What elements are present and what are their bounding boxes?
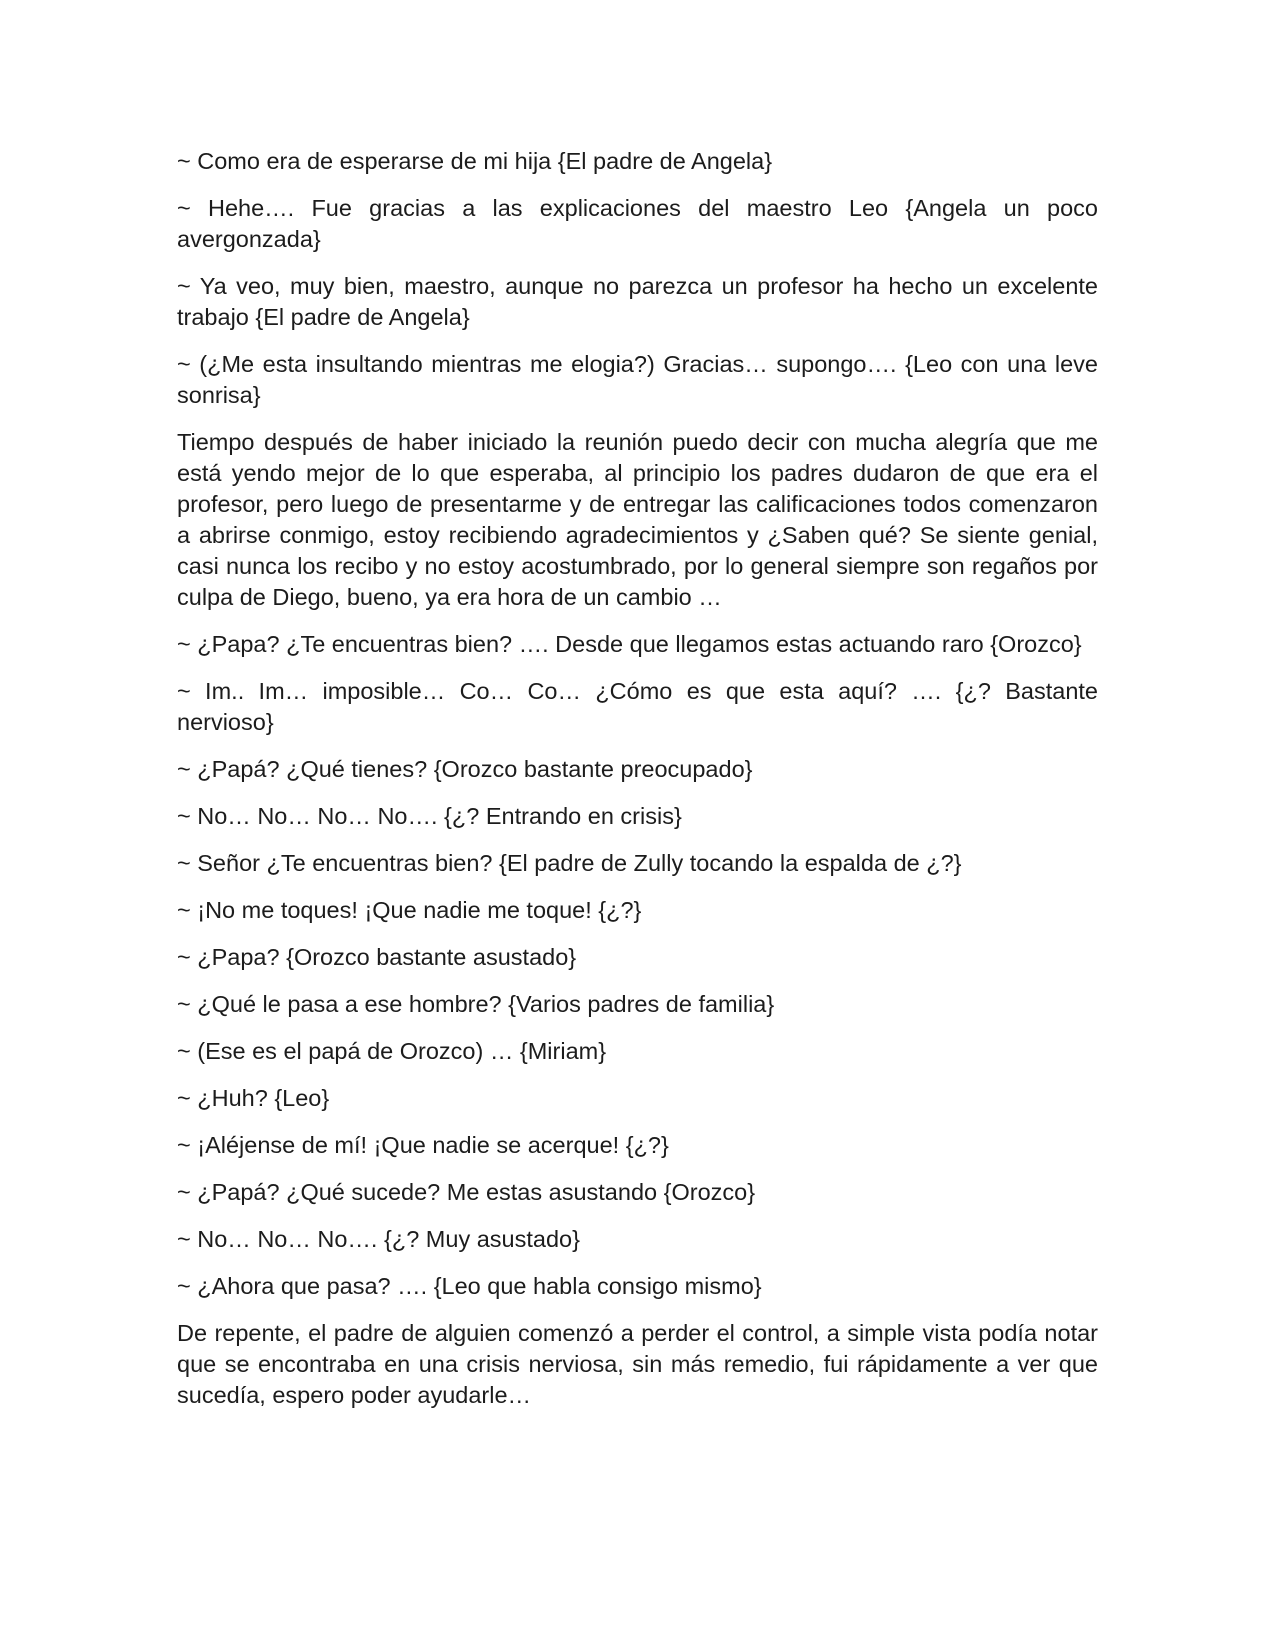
dialogue-line: ~ ¿Qué le pasa a ese hombre? {Varios padres de familia} [177,991,775,1017]
dialogue-line: ~ No… No… No… No…. {¿? Entrando en crisis} [177,803,682,829]
dialogue-line: ~ ¿Papa? {Orozco bastante asustado} [177,944,577,970]
dialogue-line: ~ (¿Me esta insultando mientras me elogia?) Gracias… supongo…. {Leo con una leve sonrisa} [177,351,1098,408]
dialogue-line: ~ ¿Ahora que pasa? …. {Leo que habla consigo mismo} [177,1273,762,1299]
dialogue-line: ~ ¿Papa? ¿Te encuentras bien? …. Desde que llegamos estas actuando raro {Orozco} [177,631,1082,657]
narration-paragraph: De repente, el padre de alguien comenzó a perder el control, a simple vista podía notar que se encontraba en una crisis nerviosa, sin más remedio, fui rápidamente a ver que sucedía, espero poder ayudarle… [177,1320,1098,1408]
dialogue-line: ~ Im.. Im… imposible… Co… Co… ¿Cómo es que esta aquí? …. {¿? Bastante nervioso} [177,678,1098,735]
narration-paragraph: Tiempo después de haber iniciado la reunión puedo decir con mucha alegría que me está yendo mejor de lo que esperaba, al principio los padres dudaron de que era el profesor, pero luego de presentarme y de entregar las calificaciones todos comenzaron a abrirse conmigo, estoy recibiendo agradecimientos y ¿Saben qué? Se siente genial, casi nunca los recibo y no estoy acostumbrado, por lo general siempre son regaños por culpa de Diego, bueno, ya era hora de un cambio … [177,429,1098,610]
document-page [177,146,1098,1427]
dialogue-line: ~ ¡No me toques! ¡Que nadie me toque! {¿?} [177,897,642,923]
dialogue-line: ~ Como era de esperarse de mi hija {El padre de Angela} [177,148,773,174]
dialogue-line: ~ Ya veo, muy bien, maestro, aunque no parezca un profesor ha hecho un excelente trabajo {El padre de Angela} [177,273,1098,330]
dialogue-line: ~ ¿Papá? ¿Qué tienes? {Orozco bastante preocupado} [177,756,753,782]
dialogue-line: ~ ¿Papá? ¿Qué sucede? Me estas asustando {Orozco} [177,1179,756,1205]
dialogue-line: ~ (Ese es el papá de Orozco) … {Miriam} [177,1038,607,1064]
dialogue-line: ~ ¿Huh? {Leo} [177,1085,330,1111]
dialogue-line: ~ Señor ¿Te encuentras bien? {El padre de Zully tocando la espalda de ¿?} [177,850,962,876]
dialogue-line: ~ No… No… No…. {¿? Muy asustado} [177,1226,580,1252]
dialogue-line: ~ Hehe…. Fue gracias a las explicaciones del maestro Leo {Angela un poco avergonzada} [177,195,1098,252]
dialogue-line: ~ ¡Aléjense de mí! ¡Que nadie se acerque! {¿?} [177,1132,669,1158]
